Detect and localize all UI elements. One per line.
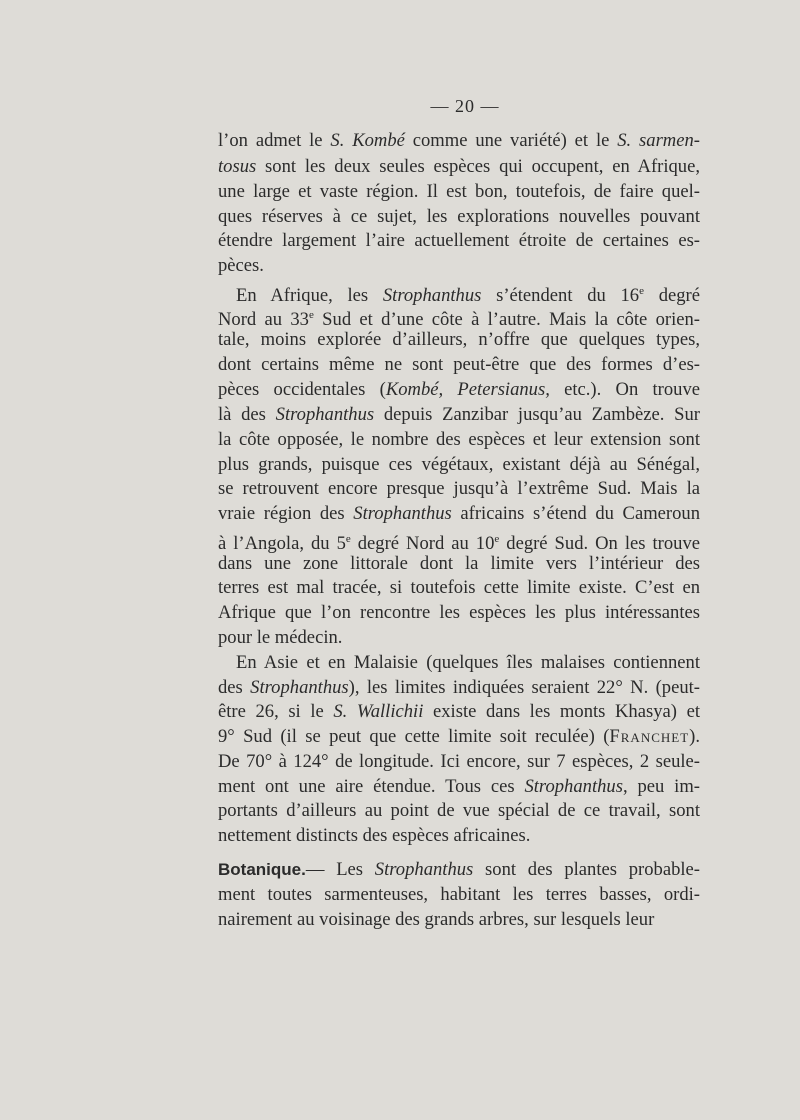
text-run: ), les limites indiquées seraient 22° N. (peut- xyxy=(348,677,700,698)
text-line xyxy=(218,328,700,352)
text-run: s’étendent du 16 xyxy=(481,285,640,307)
italic-run: S. Wallichii xyxy=(333,701,424,722)
text-line xyxy=(218,799,700,823)
text-line xyxy=(218,453,700,477)
text-line xyxy=(218,824,700,848)
text-run: l’on admet le xyxy=(218,130,331,151)
italic-run: Strophanthus xyxy=(524,776,623,797)
text-run: la côte opposée, le nombre des espèces et leur extension sont xyxy=(218,429,700,450)
text-run: dans une zone littorale dont la limite vers l’intérieur des xyxy=(218,553,700,574)
text-run: etc.). On trouve xyxy=(549,379,700,400)
text-run: Sud et d’une côte à l’autre. Mais la côte orien- xyxy=(313,309,700,331)
superscript: e xyxy=(345,533,351,545)
italic-run: Strophanthus xyxy=(250,677,349,698)
text-line xyxy=(218,477,700,501)
text-run: tale, moins explorée d’ailleurs, n’offre que quelques types, xyxy=(218,329,700,350)
text-run: En Asie et en Malaisie (quelques îles malaises contiennent xyxy=(236,652,700,673)
text-run: portants d’ailleurs au point de vue spécial de ce travail, sont xyxy=(218,800,700,821)
text-line xyxy=(218,775,700,799)
text-line xyxy=(218,428,700,452)
text-run: étendre largement l’aire actuellement étroite de certaines es- xyxy=(218,230,700,251)
text-line xyxy=(218,908,700,932)
text-run: pour le médecin. xyxy=(218,627,343,648)
text-line xyxy=(218,700,700,724)
text-run: existe dans les monts Khasya) et xyxy=(423,701,700,722)
text-line xyxy=(218,552,700,576)
text-run: De 70° à 124° de longitude. Ici encore, sur 7 espèces, 2 seule- xyxy=(218,751,700,772)
small-caps-run: Franchet xyxy=(609,726,690,747)
text-run: degré Nord au 10 xyxy=(350,533,495,555)
text-line xyxy=(218,725,700,749)
italic-run: Strophanthus xyxy=(382,285,482,307)
text-line xyxy=(218,626,700,650)
text-line xyxy=(218,155,700,179)
text-line xyxy=(218,205,700,229)
text-run: En Afrique, les xyxy=(236,285,383,307)
superscript: e xyxy=(494,533,500,545)
italic-run: S. sarmen- xyxy=(617,130,700,151)
text-run: ment ont une aire étendue. Tous ces xyxy=(218,776,525,797)
italic-run: Strophanthus xyxy=(275,404,375,425)
text-line xyxy=(218,180,700,204)
text-line xyxy=(218,883,700,907)
text-run: degré Sud. On les trouve xyxy=(499,533,700,555)
text-line xyxy=(218,229,700,253)
section-heading: Botanique. xyxy=(218,860,306,879)
text-run: à l’Angola, du 5 xyxy=(218,533,346,555)
text-run: se retrouvent encore presque jusqu’à l’extrême Sud. Mais la xyxy=(218,478,700,499)
text-line xyxy=(218,676,700,700)
text-line xyxy=(218,129,700,153)
text-run: être 26, si le xyxy=(218,701,334,722)
italic-run: S. Kombé xyxy=(330,130,405,151)
text-line xyxy=(218,378,700,402)
text-run: 9° Sud (il se peut que cette limite soit reculée) ( xyxy=(218,726,610,747)
text-line xyxy=(218,353,700,377)
italic-run: Strophanthus xyxy=(374,859,474,880)
text-line xyxy=(218,750,700,774)
italic-run: Strophanthus xyxy=(353,503,452,524)
text-run: depuis Zanzibar jusqu’au Zambèze. Sur xyxy=(374,404,700,425)
text-line xyxy=(218,576,700,600)
text-run: ment toutes sarmenteuses, habitant les terres basses, ordi- xyxy=(218,884,700,905)
text-run: nettement distincts des espèces africaines. xyxy=(218,825,531,846)
text-line xyxy=(218,403,700,427)
text-run: Nord au 33 xyxy=(218,309,309,331)
text-run: pèces occidentales ( xyxy=(218,379,386,400)
text-line xyxy=(218,502,700,526)
text-run: pèces. xyxy=(218,255,264,276)
text-run: terres est mal tracée, si toutefois cette limite existe. C’est en xyxy=(218,577,700,598)
text-run: comme une variété) et le xyxy=(404,130,618,151)
text-run: ). xyxy=(689,726,700,747)
superscript: e xyxy=(639,285,644,297)
section-heading-line xyxy=(218,858,700,882)
text-run: des xyxy=(218,677,251,698)
text-run: nairement au voisinage des grands arbres, sur lesquels leur xyxy=(218,909,655,930)
text-run: là des xyxy=(218,404,276,425)
text-run: ques réserves à ce sujet, les explorations nouvelles pouvant xyxy=(218,206,700,227)
text-line xyxy=(218,601,700,625)
text-run: degré xyxy=(643,285,700,307)
italic-run: tosus xyxy=(218,156,257,177)
text-run: sont des plantes probable- xyxy=(473,859,700,880)
text-line xyxy=(236,651,700,675)
text-run: dont certains même ne sont peut-être que des formes d’es- xyxy=(218,354,700,375)
text-run: une large et vaste région. Il est bon, toutefois, de faire quel- xyxy=(218,181,700,202)
text-run: africains s’étend du Cameroun xyxy=(451,503,700,524)
text-run: — Les xyxy=(305,859,375,880)
page-number: — 20 — xyxy=(430,96,500,116)
text-run: , peu im- xyxy=(622,776,700,797)
text-run: sont les deux seules espèces qui occupent, en Afrique, xyxy=(256,156,700,177)
text-run: Afrique que l’on rencontre les espèces les plus intéressantes xyxy=(218,602,700,623)
text-run: vraie région des xyxy=(218,503,354,524)
superscript: e xyxy=(308,309,314,321)
text-run: plus grands, puisque ces végétaux, existant déjà au Sénégal, xyxy=(218,454,700,475)
italic-run: Kombé, Petersianus, xyxy=(385,379,550,400)
text-line xyxy=(218,254,700,278)
